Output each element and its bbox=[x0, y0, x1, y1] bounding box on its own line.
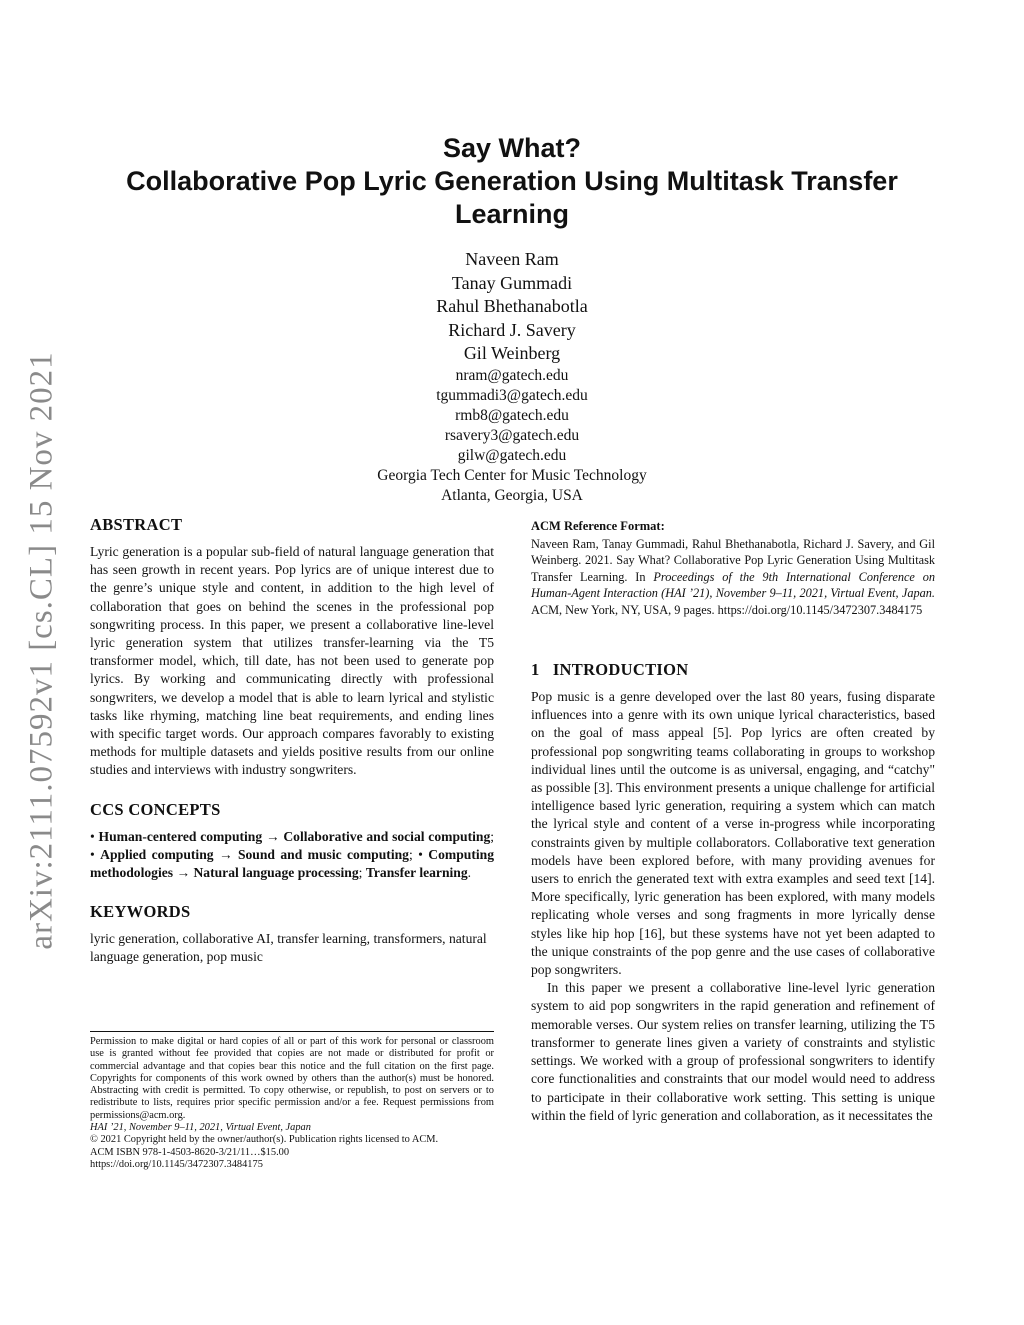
ccs-heading: CCS CONCEPTS bbox=[90, 799, 221, 819]
author-name: Rahul Bhethanabotla bbox=[436, 296, 588, 316]
author-email: rmb8@gatech.edu bbox=[455, 406, 569, 424]
author-email: nram@gatech.edu bbox=[455, 366, 569, 384]
abstract-text: Lyric generation is a popular sub-field of natural language generation that has seen growth in recent years. Pop lyrics are of unique interest due to the genre’s unique style and content, in addition to the high level of collaboration that goes on behind the scenes in the professional pop songwriting process. In this paper, we present a collaborative line-level lyric generation system that utilizes transfer-learning via the T5 transformer model, which, till date, has not been used to generate pop lyrics. By working and communicating directly with professional songwriters, we develop a model that is able to learn lyrical and stylistic tasks like rhyming, matching line beat requirements, and ending lines with specific target words. Our approach compares favorably to existing methods for multiple datasets and yields positive results from our online studies and interviews with industry songwriters. bbox=[90, 544, 494, 778]
title-line-2: Collaborative Pop Lyric Generation Using Multitask Transfer bbox=[126, 166, 898, 196]
venue-line: HAI ’21, November 9–11, 2021, Virtual Event, Japan bbox=[90, 1122, 311, 1134]
affiliation: Georgia Tech Center for Music Technology bbox=[377, 466, 647, 484]
abstract-heading: ABSTRACT bbox=[90, 515, 183, 534]
doi-link[interactable]: https://doi.org/10.1145/3472307.3484175 bbox=[90, 1158, 263, 1170]
permission-footnote bbox=[90, 1031, 494, 1171]
author-name: Tanay Gummadi bbox=[451, 272, 573, 293]
right-column bbox=[531, 518, 935, 1125]
author-email: tgummadi3@gatech.edu bbox=[436, 386, 588, 404]
keywords-text: lyric generation, collaborative AI, transfer learning, transformers, natural language generation, pop music bbox=[90, 931, 487, 965]
author-block bbox=[200, 248, 824, 506]
introduction-paragraph-2: In this paper we present a collaborative line-level lyric generation system to aid pop songwriters in the rapid generation and refinement of memorable verses. Our system relies on transfer learning, utilizing the T5 transformer to generate lines given a variety of constraints and stylistic settings. We worked with a group of professional songwriters to identify core functionalities and constraints that our model would need to address to participate in their collaborative work setting. This setting is unique within the field of lyric generation and collaboration, as it necessitates the bbox=[531, 980, 935, 1123]
title-line-1: Say What? bbox=[442, 133, 582, 163]
author-name: Richard J. Savery bbox=[448, 319, 576, 340]
location: Atlanta, Georgia, USA bbox=[441, 486, 583, 504]
introduction-paragraph-1: Pop music is a genre developed over the last 80 years, fusing disparate influences into a genre with its own unique lyrical characteristics, based on the goal of mass appeal [5]. Pop lyrics are often created by professional pop songwriting teams collaborating in groups to workshop individual lines until the outcome is as universal, engaging, and “catchy" as possible [3]. This environment presents a unique challenge for artificial intelligence based lyric generation, requiring a system which can match the lyrical style and content of a verse in-progress while incorporating constraints given by multiple collaborators. Collaborative text generation models have been explored before, with many providing avenues for users to enrich the generated text with extra examples and seed text [14]. More specifically, lyric generation has been explored, with many models replicating whole verses and song fragments in more lyrically dense styles like hip hop [16], but these systems have not yet been adapted to the unique constraints of the pop genre and the use cases of collaborative pop songwriters. bbox=[531, 689, 935, 978]
author-name: Naveen Ram bbox=[465, 249, 559, 269]
copyright-line: © 2021 Copyright held by the owner/author(s). Publication rights licensed to ACM. bbox=[90, 1134, 439, 1146]
keywords-heading: KEYWORDS bbox=[90, 902, 191, 922]
author-email: rsavery3@gatech.edu bbox=[444, 426, 580, 444]
permission-text: Permission to make digital or hard copies of all or part of this work for personal or classroom use is granted without fee provided that copies are not made or distributed for profit or commercial advantage and that copies bear this notice and the full citation on the first page. Copyrights for components of this work owned by others than the author(s) must be honored. Abstracting with credit is permitted. To copy otherwise, or republish, to post on servers or to redistribute to lists, requires prior specific permission and/or a fee. Request permissions from permissions@acm.org. bbox=[90, 1036, 494, 1121]
introduction-heading: 1 INTRODUCTION bbox=[531, 660, 689, 680]
arxiv-stamp-text: arXiv:2111.07592v1 [cs.CL] 15 Nov 2021 bbox=[23, 350, 60, 950]
acm-reference-heading: ACM Reference Format: bbox=[531, 519, 665, 533]
isbn-line: ACM ISBN 978-1-4503-8620-3/21/11…$15.00 bbox=[90, 1146, 290, 1158]
author-email: gilw@gatech.edu bbox=[457, 446, 567, 464]
left-column bbox=[90, 515, 494, 967]
title-line-3: Learning bbox=[454, 199, 569, 229]
arxiv-stamp bbox=[12, 350, 72, 950]
acm-reference-text: Naveen Ram, Tanay Gummadi, Rahul Bhethanabotla, Richard J. Savery, and Gil Weinberg. 2021. Say What? Collaborative Pop Lyric Generation Using Multitask Transfer Learning. In Proceedings of the 9th International Conference on Human-Agent Interaction (HAI ’21), November 9–11, 2021, Virtual Event, Japan. ACM, New York, NY, USA, 9 pages. https://doi.org/10.1145/3472307.3484175 bbox=[531, 537, 935, 617]
paper-title bbox=[100, 132, 924, 231]
author-name: Gil Weinberg bbox=[463, 343, 561, 363]
ccs-concepts: • Human-centered computing → Collaborative and social computing; • Applied computing → Sound and music computing; • Computing methodologies → Natural language processing; Transfer learning. bbox=[90, 828, 495, 881]
